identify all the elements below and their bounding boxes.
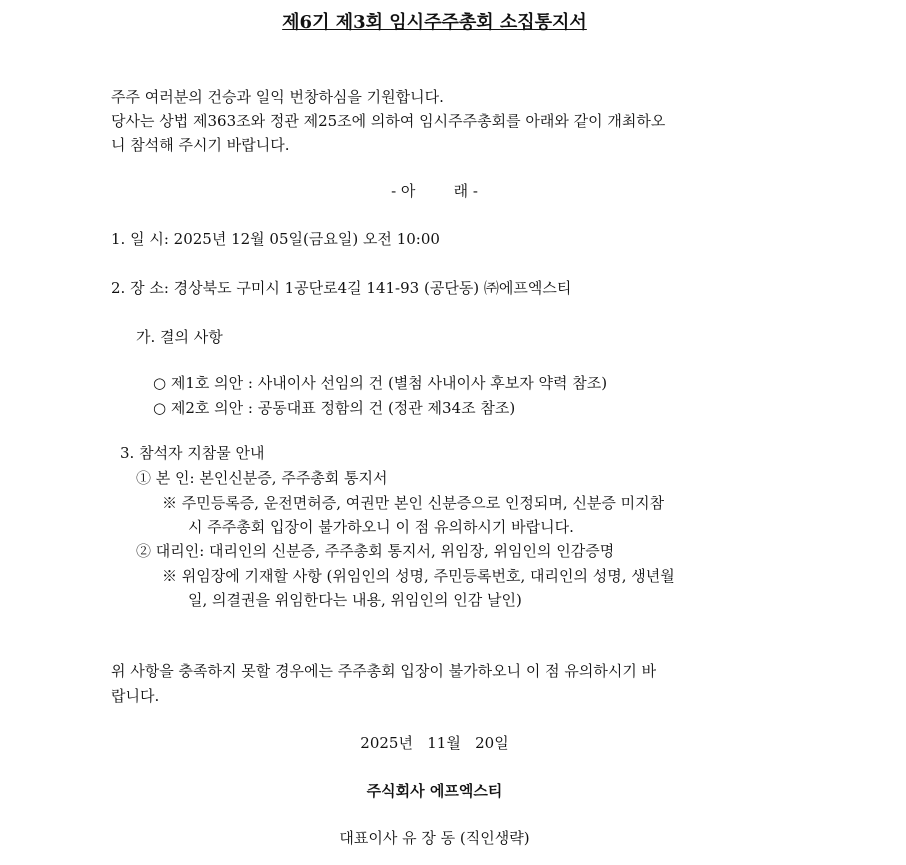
notice-line-2: 랍니다. (111, 687, 160, 705)
proxy-note-line-2: 일, 의결권을 위임한다는 내용, 위임인의 인감 날인) (188, 591, 522, 609)
document-title: 제6기 제3회 임시주주총회 소집통지서 (282, 12, 587, 33)
issue-date: 2025년 11월 20일 (360, 734, 509, 752)
meeting-location: 2. 장 소: 경상북도 구미시 1공단로4길 141-93 (공단동) ㈜에프엑스티 (111, 279, 572, 297)
greeting-line-3: 니 참석해 주시기 바랍니다. (111, 136, 290, 154)
meeting-datetime: 1. 일 시: 2025년 12월 05일(금요일) 오전 10:00 (111, 230, 440, 248)
agenda-item-2: ○ 제2호 의안 : 공동대표 정함의 건 (정관 제34조 참조) (153, 399, 516, 417)
greeting-line-1: 주주 여러분의 건승과 일익 번창하심을 기원합니다. (111, 88, 444, 106)
principal-items: ① 본 인: 본인신분증, 주주총회 통지서 (136, 469, 388, 487)
notice-line-1: 위 사항을 충족하지 못할 경우에는 주주총회 입장이 불가하오니 이 점 유의하시기 바 (111, 662, 657, 680)
principal-note-line-1: ※ 주민등록증, 운전면허증, 여권만 본인 신분증으로 인정되며, 신분증 미지참 (162, 494, 665, 512)
proxy-note-line-1: ※ 위임장에 기재할 사항 (위임인의 성명, 주민등록번호, 대리인의 성명, 생년월 (162, 567, 675, 585)
attendee-items-heading: 3. 참석자 지참물 안내 (120, 444, 265, 462)
company-name: 주식회사 에프엑스티 (366, 782, 503, 800)
below-marker: - 아 래 - (391, 182, 478, 200)
agenda-item-1: ○ 제1호 의안 : 사내이사 선임의 건 (별첨 사내이사 후보자 약력 참조) (153, 374, 608, 392)
resolution-heading: 가. 결의 사항 (136, 328, 223, 346)
greeting-line-2: 당사는 상법 제363조와 정관 제25조에 의하여 임시주주총회를 아래와 같이 개최하오 (111, 112, 666, 130)
proxy-items: ② 대리인: 대리인의 신분증, 주주총회 통지서, 위임장, 위임인의 인감증명 (136, 542, 615, 560)
principal-note-line-2: 시 주주총회 입장이 불가하오니 이 점 유의하시기 바랍니다. (188, 518, 574, 536)
representative-signature: 대표이사 유 장 동 (직인생략) (339, 829, 530, 847)
